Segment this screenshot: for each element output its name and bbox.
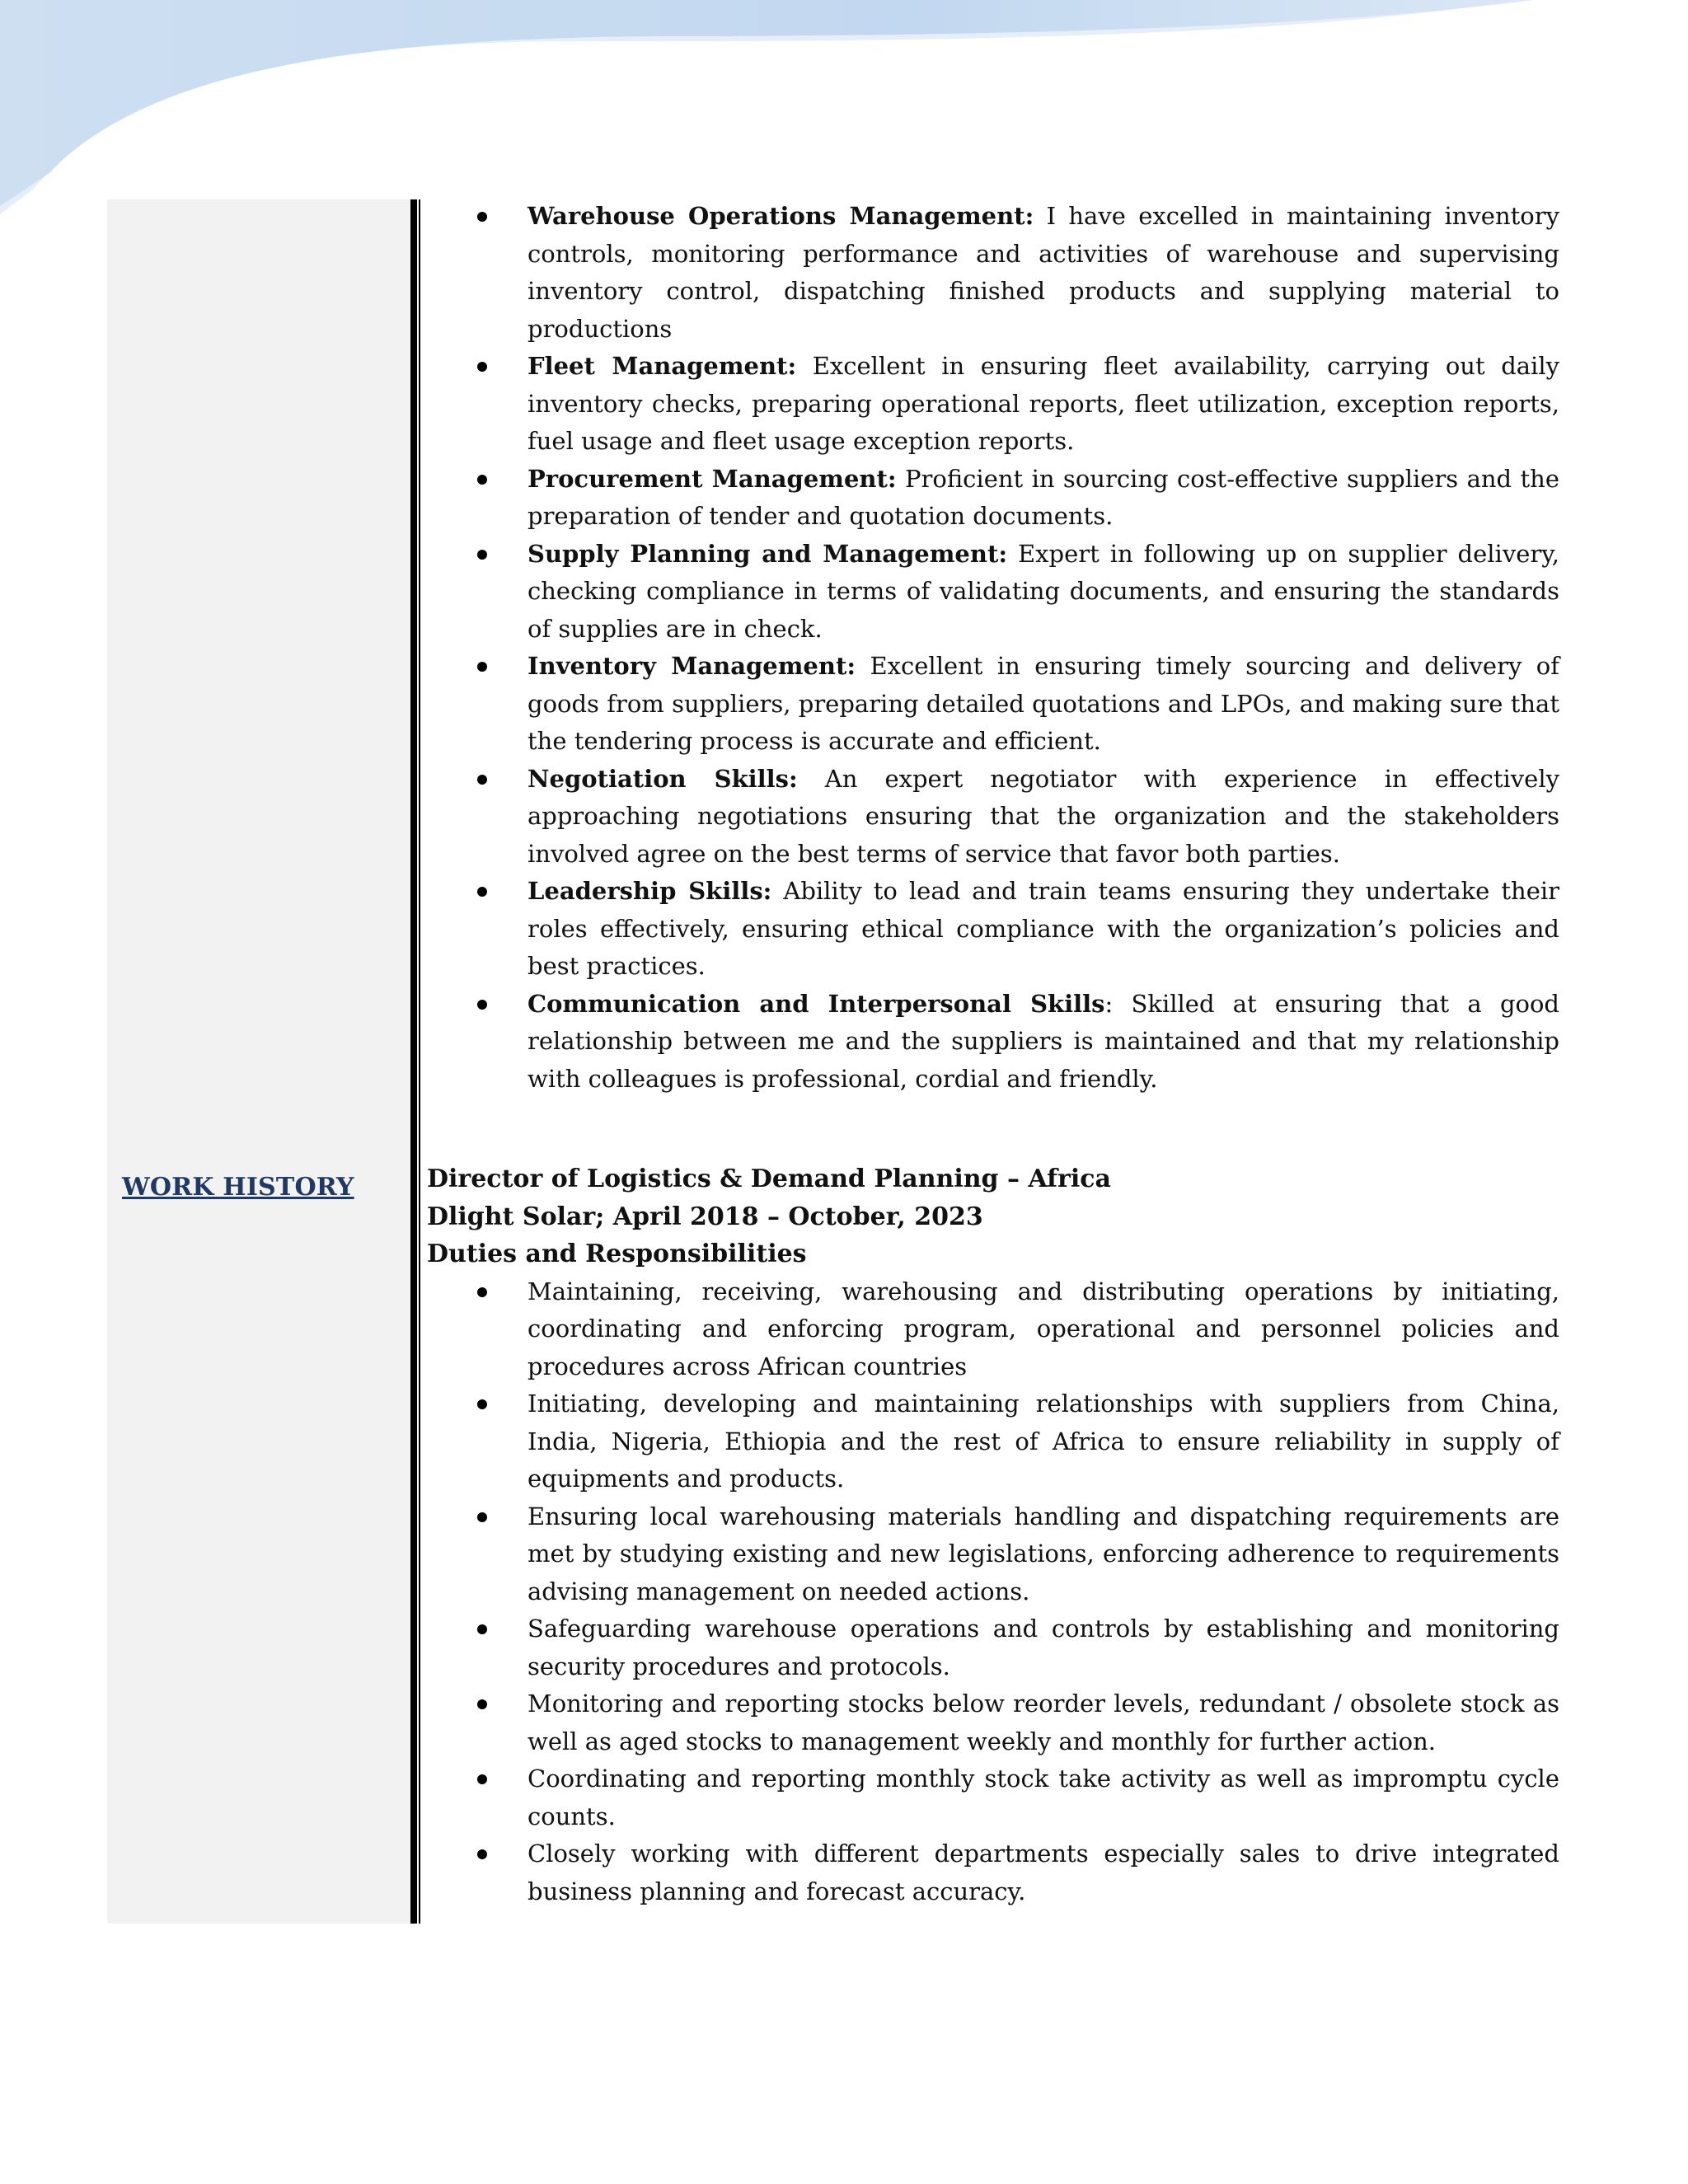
list-item: [427, 761, 1559, 874]
list-item: [427, 198, 1559, 348]
header-wave-decoration: [0, 0, 1688, 223]
duties-list: [427, 1273, 1559, 1911]
skill-text: Excellent in ensuring timely sourcing and delivery of goods from suppliers, preparing detailed quotations and LPOs, and making sure that the tendering process is accurate and efficient.: [528, 652, 1559, 755]
skill-text: Excellent in ensuring fleet availability, carrying out daily inventory checks, preparing operational reports, fleet utilization, exception reports, fuel usage and fleet usage exception reports.: [528, 352, 1559, 455]
skill-title: Warehouse Operations Management:: [528, 202, 1034, 230]
skill-title: Fleet Management:: [528, 352, 797, 380]
list-item: Maintaining, receiving, warehousing and distributing operations by initiating, coordinating and enforcing program, operational and personnel policies and procedures across African countries: [427, 1273, 1559, 1386]
skill-text: An expert negotiator with experience in effectively approaching negotiations ensuring that the organization and the stakeholders involved agree on the best terms of service that favor both parties.: [528, 764, 1559, 868]
duties-heading: Duties and Responsibilities: [427, 1240, 807, 1268]
company-dates: Dlight Solar; April 2018 – October, 2023: [427, 1202, 983, 1231]
skill-title: Leadership Skills:: [528, 877, 772, 905]
skill-text: : Skilled at ensuring that a good relationship between me and the suppliers is maintained and that my relationship with colleagues is professional, cordial and friendly.: [528, 989, 1560, 1093]
skill-title: Inventory Management:: [528, 652, 856, 680]
section-label-work-history: WORK HISTORY: [122, 1173, 354, 1202]
list-item: Coordinating and reporting monthly stock take activity as well as impromptu cycle counts.: [427, 1760, 1559, 1835]
skill-text: Ability to lead and train teams ensuring they undertake their roles effectively, ensuring ethical compliance with the organization’s policies and best practices.: [528, 877, 1559, 980]
work-history-section: [427, 1160, 1559, 1910]
vertical-divider: [410, 199, 420, 1924]
list-item: Initiating, developing and maintaining relationships with suppliers from China, India, Nigeria, Ethiopia and the rest of Africa to ensure reliability in supply of equipments and products.: [427, 1385, 1559, 1498]
list-item: Safeguarding warehouse operations and controls by establishing and monitoring security procedures and protocols.: [427, 1610, 1559, 1685]
list-item: Monitoring and reporting stocks below reorder levels, redundant / obsolete stock as well as aged stocks to management weekly and monthly for further action.: [427, 1685, 1559, 1760]
list-item: Ensuring local warehousing materials handling and dispatching requirements are met by studying existing and new legislations, enforcing adherence to requirements advising management on needed actions.: [427, 1498, 1559, 1611]
skill-title: Communication and Interpersonal Skills: [528, 989, 1105, 1018]
skills-list: [427, 198, 1559, 1098]
skill-title: Negotiation Skills:: [528, 764, 798, 793]
skill-text: Expert in following up on supplier delivery, checking compliance in terms of validating documents, and ensuring the standards of supplies are in check.: [528, 539, 1559, 643]
job-title: Director of Logistics & Demand Planning – Africa: [427, 1165, 1111, 1193]
skill-text: I have excelled in maintaining inventory controls, monitoring performance and activities of warehouse and supervising inventory control, dispatching finished products and supplying material to productions: [528, 202, 1559, 343]
list-item: [427, 648, 1559, 761]
list-item: Closely working with different departments especially sales to drive integrated business planning and forecast accuracy.: [427, 1835, 1559, 1910]
list-item: [427, 536, 1559, 649]
list-item: [427, 986, 1559, 1099]
skill-title: Procurement Management:: [528, 464, 897, 493]
skill-title: Supply Planning and Management:: [528, 539, 1008, 568]
list-item: [427, 461, 1559, 536]
skills-section: [427, 198, 1559, 1098]
list-item: [427, 873, 1559, 986]
list-item: [427, 348, 1559, 461]
skill-text: Proficient in sourcing cost-effective suppliers and the preparation of tender and quotation documents.: [528, 464, 1559, 530]
left-sidebar-panel: [107, 199, 410, 1924]
